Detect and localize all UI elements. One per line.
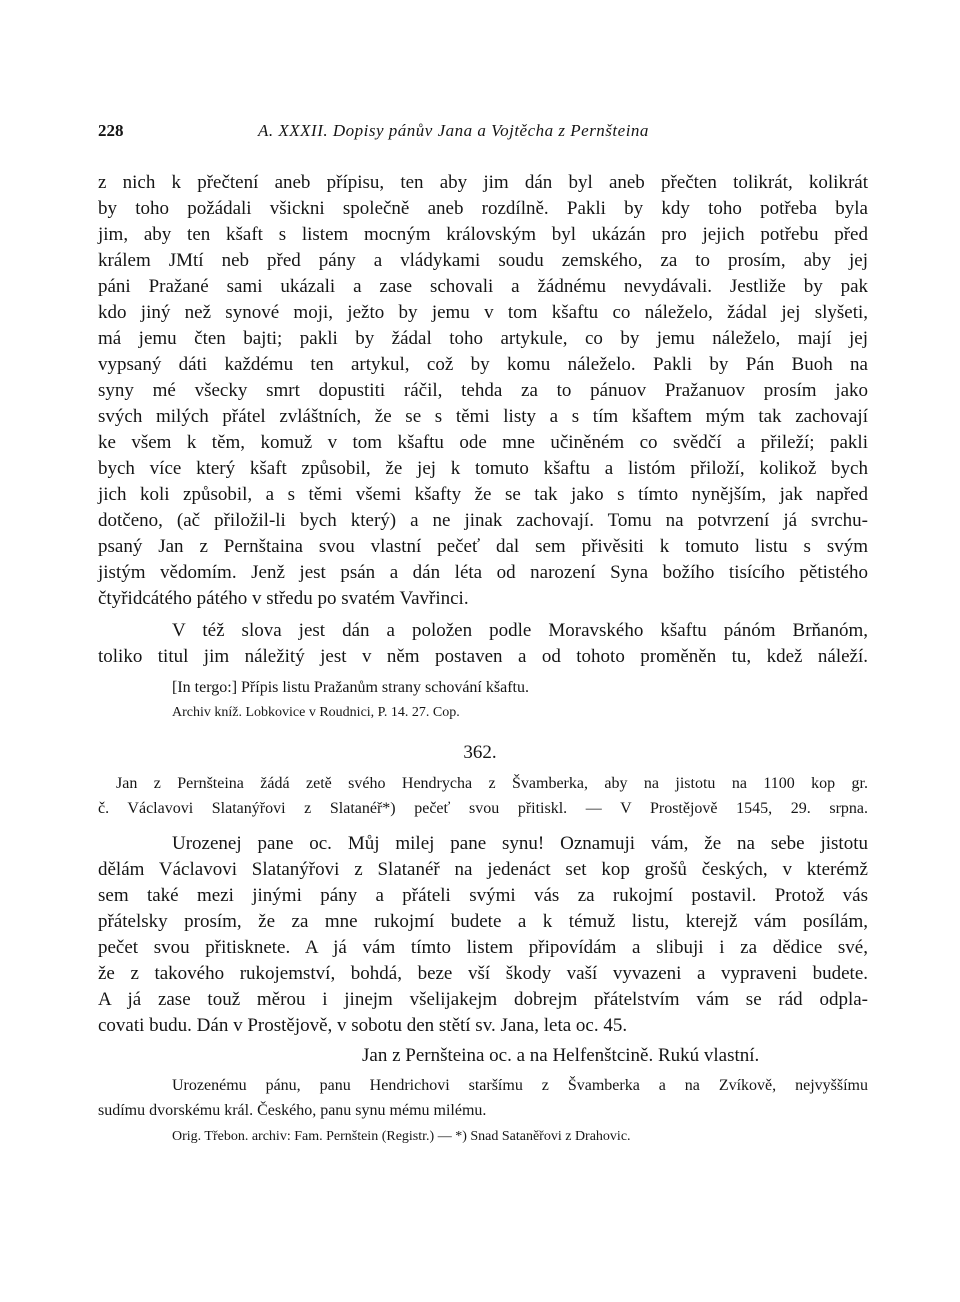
signature: Jan z Pernšteina oc. a na Helfenštcině. Rukú vlastní. (362, 1045, 760, 1066)
page-header (98, 121, 868, 145)
text-line: A já zase touž měrou i jinejm všelijakejm dobrejm přátelstvím vám se rád odpla- (98, 989, 868, 1010)
regest-line: Jan z Pernšteina žádá zetě svého Hendrycha z Švamberka, aby na jistotu na 1100 kop gr. (116, 775, 868, 792)
source-note: Archiv kníž. Lobkovice v Roudnici, P. 14. 27. Cop. (172, 705, 460, 720)
text-line: kdo jiný než synové moji, ježto by jemu v tom kšaftu co náleželo, žádal jej slyšeti, (98, 302, 868, 323)
in-tergo-note: [In tergo:] Přípis listu Pražanům strany schování kšaftu. (172, 679, 529, 696)
text-line: by toho požádali všickni společně aneb rozdílně. Pakli by kdy toho potřeba byla (98, 198, 868, 219)
text-line: sem také mezi jinými pány a přáteli svými vás za rukojmí postavil. Protož vás (98, 885, 868, 906)
text-line: páni Pražané sami ukázali a zase schovali a žádnému nevydávali. Jestliže by pak (98, 276, 868, 297)
text-line: vypsaný dáti každému ten artykul, což by komu náleželo. Pakli by Pán Buoh na (98, 354, 868, 375)
text-line: dělám Václavovi Slatanýřovi z Slatanéř na jedenáct set kop grošů českých, v kterémž (98, 859, 868, 880)
running-title: A. XXXII. Dopisy pánův Jana a Vojtěcha z Pernšteina (258, 121, 649, 140)
text-line: že z takového rukojemství, bohdá, beze vší škody vaší vyvazeni a vypraveni budete. (98, 963, 868, 984)
text-line: svých milých přátel zvláštních, že se s těmi listy a s tím kšaftem mým tak zachovají (98, 406, 868, 427)
text-line: dotčeno, (ač přiložil-li bych který) a ne jinak zachovají. Tomu na potvrzení já svrchu- (98, 510, 868, 531)
address-line: sudímu dvorskému král. Českého, panu synu mému milému. (98, 1102, 487, 1119)
text-line: covati budu. Dán v Prostějově, v sobotu den stětí sv. Jana, leta oc. 45. (98, 1015, 628, 1036)
text-line: psaný Jan z Pernštaina svou vlastní pečeť dal sem přivěsiti k tomuto listu s svým (98, 536, 868, 557)
text-line: ke všem k těm, komuž v tom kšaftu ode mne učiněném co svědčí a přileží; pakli (98, 432, 868, 453)
regest-line: č. Václavovi Slatanýřovi z Slatanéř*) pečeť svou přitiskl. — V Prostějově 1545, 29. srpna. (98, 800, 868, 817)
text-line: syny mé všecky smrt dopustiti ráčil, tehda za to pánuov Pražanuov prosím jako (98, 380, 868, 401)
text-line: bych více který kšaft způsobil, že jej k tomuto kšaftu a listóm přiloží, kolikož bych (98, 458, 868, 479)
address-line: Urozenému pánu, panu Hendrichovi staršímu z Švamberka a na Zvíkově, nejvyššímu (172, 1077, 868, 1094)
text-line: pečet svou přitisknete. A já vám tímto listem připovídám a slibuji i za dědice své, (98, 937, 868, 958)
document-number: 362. (463, 742, 497, 763)
text-line: z nich k přečtení aneb přípisu, ten aby jim dán byl aneb přečten tolikrát, kolikrát (98, 172, 868, 193)
text-line: toliko titul jim náležitý jest v něm postaven a od tohoto proměněn tu, kdež náleží. (98, 646, 868, 667)
text-line: jim, aby ten kšaft s listem mocným královským byl ukázán pro jejich potřebu před (98, 224, 868, 245)
page-number: 228 (98, 121, 124, 140)
text-line: jistým vědomím. Jenž jest psán a dán léta od narození Syna božího tisícího pětistého (98, 562, 868, 583)
text-line: čtyřidcátého pátého v středu po svatém Vavřinci. (98, 588, 469, 609)
text-line: Urozenej pane oc. Můj milej pane synu! Oznamuji vám, že na sebe jistotu (172, 833, 868, 854)
text-line: V též slova jest dán a položen podle Moravského kšaftu pánóm Brňanóm, (172, 620, 868, 641)
source-note: Orig. Třebon. archiv: Fam. Pernštein (Registr.) — *) Snad Sataněřovi z Drahovic. (172, 1129, 631, 1144)
text-line: přátelsky prosím, že za mne rukojmí budete a k témuž listu, kterejž vám posílám, (98, 911, 868, 932)
text-line: jich koli způsobil, a s těmi všemi kšafty že se tak jako s tímto nynějším, jak napřed (98, 484, 868, 505)
text-line: má jemu čten bajti; pakli by žádal toho artykule, co by jemu náleželo, mají jej (98, 328, 868, 349)
text-line: králem JMtí neb před pány a vládykami soudu zemského, za to prosím, aby jej (98, 250, 868, 271)
